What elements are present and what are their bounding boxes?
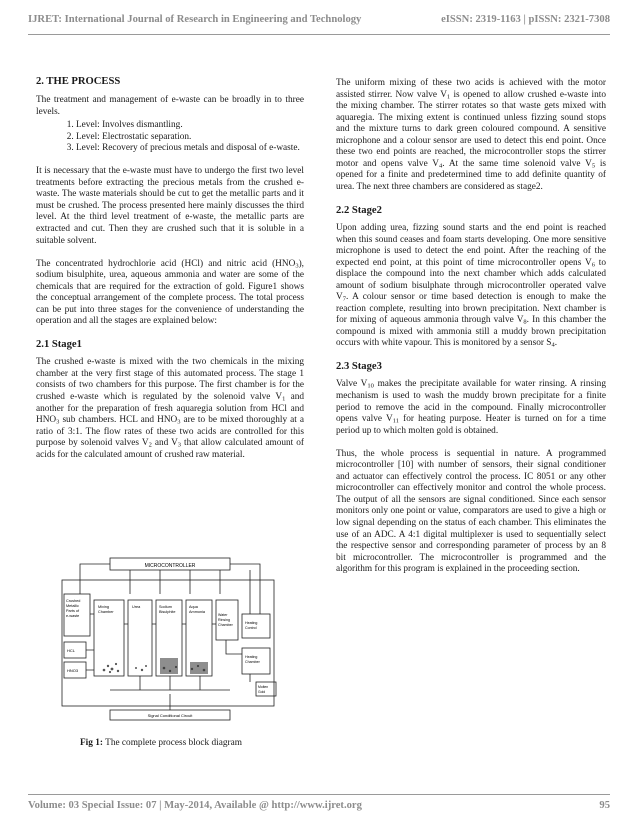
figure-caption: Fig 1: The complete process block diagram bbox=[80, 738, 242, 748]
svg-text:Chamber: Chamber bbox=[218, 623, 233, 627]
stage1-heading: 2.1 Stage1 bbox=[36, 339, 82, 351]
level-item: 3. Level: Recovery of precious metals and disposal of e-waste. bbox=[76, 143, 304, 155]
svg-text:Crushed: Crushed bbox=[66, 599, 81, 603]
volume-info: Volume: 03 Special Issue: 07 | May-2014, Available @ http://www.ijret.org bbox=[28, 800, 362, 811]
svg-text:Metallic: Metallic bbox=[66, 604, 79, 608]
section-heading-process: 2. THE PROCESS bbox=[36, 76, 121, 87]
footer-rule bbox=[28, 794, 610, 795]
paragraph: Thus, the whole process is sequential in nature. A programmed microcontroller [10] with number of sensors, their signal conditioner and actuator can effectively control the process. IC 8051 or any other microcontroller can effectively monitor and control the whole process. The output of all the sensors are signal conditioned. Since each sensor monitors only one point or value, comparators are used to give a high or low signal depending on the status of each chamber. This eliminates the use of an ADC. A 4:1 digital multiplexer is used to sequentially select the respective sensor and corresponding parameter of process by an 8 bit microcontroller. The microcontroller is programmed and the algorithm for this program is explained in the proceeding section. bbox=[336, 448, 606, 575]
svg-text:Gold: Gold bbox=[258, 690, 266, 694]
paragraph: The uniform mixing of these two acids is achieved with the motor assisted stirrer. Now valve $V_1$ is opened to allow crushed e-waste into the mixing chamber. The stirrer rotates so that waste gets mixed with aquaregia. The mixing extent is continued unless fizzing sound stops and the mixture turns to dark green coloured compound. A sensitive microphone and a colour sensor are used to detect this end point. Once these two end points are reached, the microcontroller stops the stirrer motor and opens valve $V_4$. At the same time solenoid valve $V_5$ is opened for a finite and predetermined time to add definite quantity of urea. The next three chambers are considered as stage2. bbox=[336, 78, 607, 192]
svg-text:Urea: Urea bbox=[132, 605, 141, 609]
stage3-heading: 2.3 Stage3 bbox=[336, 361, 382, 373]
levels-list bbox=[36, 120, 304, 155]
header-rule bbox=[28, 34, 610, 35]
svg-text:Sodium: Sodium bbox=[159, 605, 172, 609]
journal-title: IJRET: International Journal of Research in Engineering and Technology bbox=[28, 14, 362, 25]
svg-text:Chamber: Chamber bbox=[245, 660, 260, 664]
stage2-heading: 2.2 Stage2 bbox=[336, 204, 382, 216]
svg-text:Rinsing: Rinsing bbox=[218, 618, 230, 622]
fig-signal-label: Signal Conditional Circuit bbox=[147, 713, 193, 718]
svg-text:Bisulphite: Bisulphite bbox=[159, 610, 176, 614]
svg-text:Aqua: Aqua bbox=[189, 605, 198, 609]
right-column bbox=[336, 78, 606, 587]
svg-text:Molten: Molten bbox=[258, 685, 269, 689]
paragraph: It is necessary that the e-waste must have to undergo the first two level treatments before extracting the precious metals from the crushed e-waste. The waste materials should be cut to get the metallic parts and it must be crushed. The process presented here mainly discusses the third level. At the third level treatment of e-waste, the metallic parts are extracted and cut. Then they are crushed such that it is soluble in a suitable solvent. bbox=[36, 166, 304, 246]
level-item: 2. Level: Electrostatic separation. bbox=[76, 132, 304, 144]
svg-text:Ammonia: Ammonia bbox=[189, 610, 206, 614]
paragraph: The crushed e-waste is mixed with the two chemicals in the mixing chamber at the very first stage of this automated process. The stage 1 consists of two chambers for this purpose. The first chamber is for the crushed e-waste which is regulated by the solenoid valve $V_1$ and another for the preparation of fresh aquaregia solution from HCl and $HNO_3$ sub chambers. HCL and $HNO_3$ are to be mixed thoroughly at a ratio of 3:1. The flow rates of these two acids are controlled for this purpose by solenoid valves $V_2$ and $V_3$ that allow calculated amount of acids for the calculated amount of crushed raw material. bbox=[36, 357, 305, 460]
page-number: 95 bbox=[599, 800, 610, 811]
svg-text:HCL: HCL bbox=[67, 648, 76, 653]
issn: eISSN: 2319-1163 | pISSN: 2321-7308 bbox=[441, 14, 610, 25]
svg-text:Mixing: Mixing bbox=[98, 605, 109, 609]
svg-text:Heating: Heating bbox=[245, 655, 258, 659]
page-footer bbox=[28, 800, 610, 816]
process-intro: The treatment and management of e-waste can be broadly in to three levels. bbox=[36, 95, 304, 117]
level-item: 1. Level: Involves dismantling. bbox=[76, 120, 304, 132]
paragraph: Upon adding urea, fizzing sound starts and the end point is reached when this sound ceases and foam starts developing. One more sensitive microphone is used to detect the end point. After the reaching of the expected end point, at this point of time microcontroller opens $V_6$ to displace the compound into the next chamber which adds calculated amount of sodium bisulphate through microcontroller operated valve $V_7$. A colour sensor or time based detection is enough to make the reaction complete, resulting into brown precipitation. Next chamber is for mixing of aqueous ammonia through valve $V_8$. In this chamber the compound is mixed with ammonia still a muddy brown precipitation occurs with white vapour. This is monitored by a sensor $S_4$. bbox=[336, 222, 606, 349]
svg-text:Chamber: Chamber bbox=[98, 610, 114, 614]
svg-text:e-waste: e-waste bbox=[66, 614, 80, 618]
fig-microcontroller-label: MICROCONTROLLER bbox=[144, 563, 196, 569]
left-column bbox=[36, 76, 304, 473]
process-block-diagram bbox=[60, 554, 280, 724]
svg-text:Control: Control bbox=[245, 626, 257, 630]
svg-text:Water: Water bbox=[218, 613, 228, 617]
paragraph: The concentrated hydrochlorie acid (HCl) and nitric acid $(HNO_3)$, sodium bisulphite, urea, aqueous ammonia and water are some of the chemicals that are required for the extraction of gold. Figure1 shows the conceptual arrangement of the complete process. The total process can be put into three stages for the convenience of understanding the operation and all the stages are explained below: bbox=[36, 258, 304, 327]
svg-text:Parts of: Parts of bbox=[66, 609, 80, 613]
paragraph: Valve $V_{10}$ makes the precipitate available for water rinsing. A rinsing mechanism is used to wash the muddy brown precipitate for a finite period to remove the acid in the compound. Finally microcontroller opens valve $V_{11}$ for heating purpose. Heater is turned on for a time period up to which molten gold is obtained. bbox=[336, 379, 606, 436]
svg-text:HNO3: HNO3 bbox=[67, 668, 79, 673]
svg-text:Heating: Heating bbox=[245, 621, 258, 625]
page-header bbox=[28, 14, 610, 32]
